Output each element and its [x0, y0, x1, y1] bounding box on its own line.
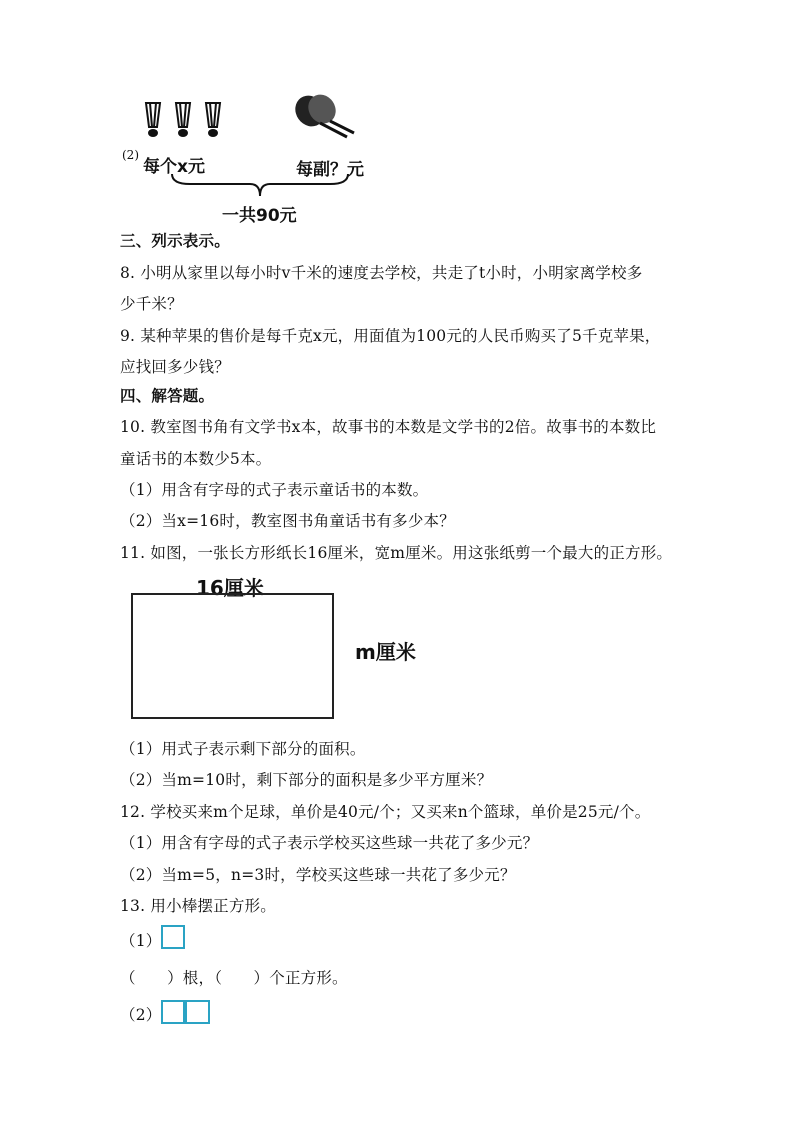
- q12-line1: 12. 学校买来m个足球，单价是40元/个；又买来n个篮球，单价是25元/个。: [120, 803, 651, 821]
- q11-sub1: （1）用式子表示剩下部分的面积。: [120, 740, 366, 758]
- q13-label2: （2）: [120, 1006, 162, 1024]
- q9-line1: 9. 某种苹果的售价是每千克x元，用面值为100元的人民币购买了5千克苹果，: [120, 327, 661, 345]
- q8-line2: 少千米？: [120, 295, 183, 313]
- shuttlecock-icon: [140, 95, 240, 145]
- q12-sub1: （1）用含有字母的式子表示学校买这些球一共花了多少元？: [120, 834, 539, 852]
- q11-line1: 11. 如图，一张长方形纸长16厘米，宽m厘米。用这张纸剪一个最大的正方形。: [120, 544, 673, 562]
- q13-line1: 13. 用小棒摆正方形。: [120, 897, 276, 915]
- q8-line1: 8. 小明从家里以每小时v千米的速度去学校，共走了t小时，小明家离学校多: [120, 264, 643, 282]
- width-label: m厘米: [355, 640, 416, 664]
- q10-line1: 10. 教室图书角有文学书x本，故事书的本数是文学书的2倍。故事书的本数比: [120, 418, 657, 436]
- shuttle-price-label: 每个x元: [143, 157, 205, 177]
- q10-line2: 童话书的本数少5本。: [120, 450, 272, 468]
- brace: [170, 172, 350, 202]
- q10-sub2: （2）当x=16时，教室图书角童话书有多少本？: [120, 512, 455, 530]
- stick-square-2b: [185, 1000, 210, 1024]
- racket-price-label: 每副？元: [296, 160, 364, 180]
- racket-icon: [292, 93, 362, 145]
- figure-label: (2): [122, 148, 139, 162]
- q11-sub2: （2）当m=10时，剩下部分的面积是多少平方厘米？: [120, 771, 493, 789]
- total-label: 一共90元: [222, 206, 297, 226]
- paper-rectangle: [131, 593, 334, 719]
- q13-label1: （1）: [120, 932, 162, 950]
- q13-blank1: （ ）根，（ ）个正方形。: [120, 969, 348, 987]
- q9-line2: 应找回多少钱？: [120, 358, 230, 376]
- section4-heading: 四、解答题。: [120, 386, 215, 405]
- section3-heading: 三、列示表示。: [120, 231, 230, 250]
- length-label: 16厘米: [196, 576, 264, 600]
- stick-square-2a: [161, 1000, 185, 1024]
- q10-sub1: （1）用含有字母的式子表示童话书的本数。: [120, 481, 429, 499]
- q12-sub2: （2）当m=5，n=3时，学校买这些球一共花了多少元？: [120, 866, 516, 884]
- stick-square-1: [161, 925, 185, 949]
